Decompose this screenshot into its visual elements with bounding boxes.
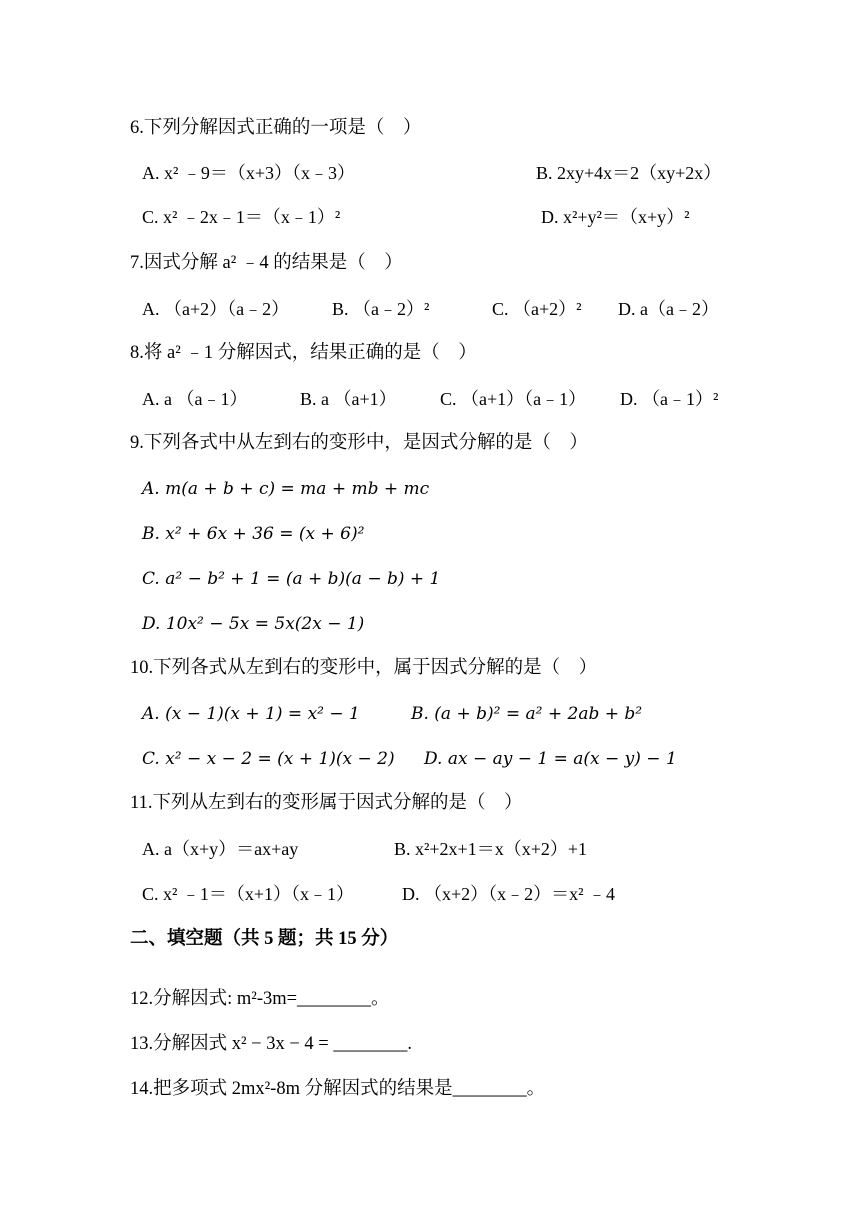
question-8-option-d: D. （a﹣1）² [620,389,719,409]
question-7-stem: 7.因式分解 a² ﹣4 的结果是（ ） [130,253,403,273]
question-11-option-a: A. a（x+y）＝ax+ay [142,839,299,859]
question-14: 14.把多项式 2mx²-8m 分解因式的结果是________。 [130,1079,546,1099]
question-6-option-c: C. x² ﹣2x﹣1＝（x﹣1）² [142,207,341,227]
question-10-option-a: A. (x − 1)(x + 1) = x² − 1 [142,704,360,724]
question-11-stem: 11.下列从左到右的变形属于因式分解的是（ ） [130,793,523,813]
question-11-option-c: C. x² ﹣1＝（x+1）（x﹣1） [142,884,355,904]
question-11-option-d: D. （x+2）（x﹣2）＝x² ﹣4 [402,884,616,904]
question-9-stem: 9.下列各式中从左到右的变形中，是因式分解的是（ ） [130,433,588,453]
question-7-option-b: B. （a﹣2）² [332,299,430,319]
question-9-option-c: C. a² − b² + 1 = (a + b)(a − b) + 1 [142,569,441,589]
question-10-option-c: C. x² − x − 2 = (x + 1)(x − 2) [142,749,395,769]
question-9-option-b: B. x² + 6x + 36 = (x + 6)² [142,524,365,544]
question-13: 13.分解因式 x² − 3x − 4 = ________. [130,1034,412,1054]
section-title: 二、填空题（共 5 题；共 15 分） [130,929,399,949]
question-9-option-a: A. m(a + b + c) = ma + mb + mc [142,479,430,499]
question-7-option-a: A. （a+2）（a﹣2） [142,299,290,319]
question-8-option-c: C. （a+1）（a﹣1） [440,389,587,409]
question-8-option-a: A. a （a﹣1） [142,389,248,409]
question-11-option-b: B. x²+2x+1＝x（x+2）+1 [394,839,588,859]
question-6-option-b: B. 2xy+4x＝2（xy+2x） [536,163,722,183]
question-9-option-d: D. 10x² − 5x = 5x(2x − 1) [142,614,365,634]
question-12: 12.分解因式: m²-3m=________。 [130,989,390,1009]
question-10-option-d: D. ax − ay − 1 = a(x − y) − 1 [424,749,677,769]
question-8-stem: 8.将 a² ﹣1 分解因式，结果正确的是（ ） [130,343,477,363]
question-7-option-d: D. a（a﹣2） [618,299,719,319]
question-10-option-b: B. (a + b)² = a² + 2ab + b² [411,704,643,724]
question-7-option-c: C. （a+2）² [492,299,582,319]
question-8-option-b: B. a （a+1） [300,389,397,409]
question-6-option-a: A. x² ﹣9＝（x+3）（x﹣3） [142,163,356,183]
question-6-stem: 6.下列分解因式正确的一项是（ ） [130,118,422,138]
question-6-option-d: D. x²+y²＝（x+y）² [541,207,690,227]
question-10-stem: 10.下列各式从左到右的变形中，属于因式分解的是（ ） [130,658,598,678]
